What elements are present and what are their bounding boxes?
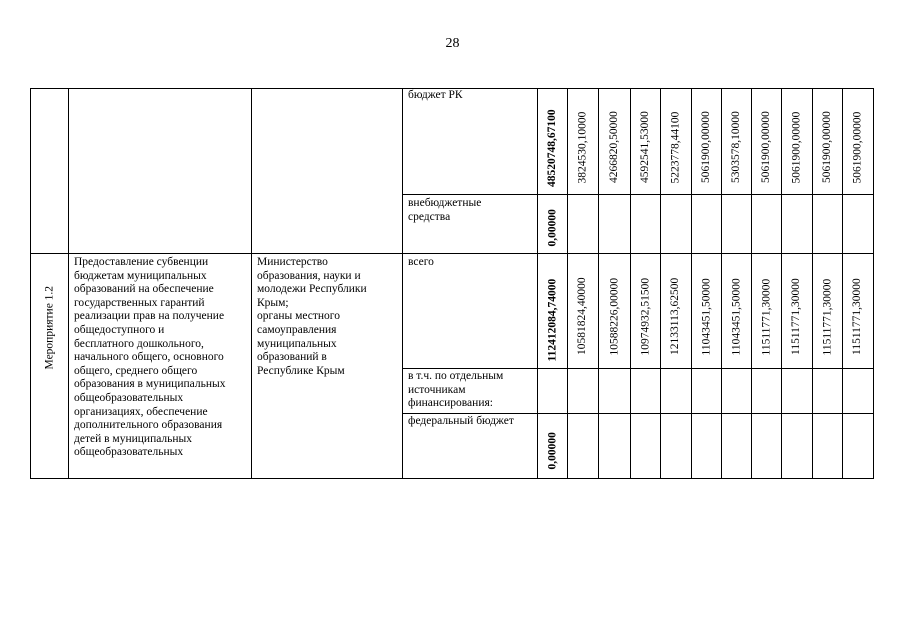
federal-year-cell	[567, 413, 599, 479]
measure-year-cell	[842, 253, 874, 369]
offbudget-total: 0,00000	[546, 208, 558, 246]
budget-rk-year-cell	[721, 88, 752, 195]
incl-year-cell	[842, 368, 874, 414]
offbudget-year-cell	[598, 194, 631, 254]
budget-rk-year-cell	[781, 88, 813, 195]
continuation-description-cell	[68, 88, 252, 254]
measure-year-cell	[660, 253, 692, 369]
budget-rk-year-value: 5303578,10000	[730, 111, 742, 183]
measure-year-cell	[567, 253, 599, 369]
federal-total: 0,00000	[546, 431, 558, 469]
source-offbudget	[402, 194, 538, 254]
budget-rk-year-value: 4592541,53000	[639, 111, 651, 183]
measure-year-cell	[691, 253, 722, 369]
source-federal	[402, 413, 538, 479]
incl-year-cell	[721, 368, 752, 414]
incl-year-cell	[781, 368, 813, 414]
federal-year-cell	[842, 413, 874, 479]
budget-rk-total-cell	[537, 88, 568, 195]
budget-rk-year-cell	[660, 88, 692, 195]
federal-year-cell	[660, 413, 692, 479]
measure-year-value: 11043451,50000	[730, 277, 742, 355]
measure-description-cell	[68, 253, 252, 479]
measure-label-cell	[30, 253, 69, 479]
offbudget-year-cell	[660, 194, 692, 254]
incl-year-cell	[660, 368, 692, 414]
measure-year-cell	[598, 253, 631, 369]
budget-rk-year-value: 5061900,00000	[790, 111, 802, 183]
budget-rk-year-cell	[812, 88, 843, 195]
measure-year-cell	[781, 253, 813, 369]
budget-rk-year-cell	[691, 88, 722, 195]
federal-year-cell	[781, 413, 813, 479]
source-incl	[402, 368, 538, 414]
budget-rk-year-cell	[751, 88, 782, 195]
budget-rk-total: 48520748,67100	[546, 109, 558, 187]
measure-year-value: 11511771,30000	[821, 278, 833, 355]
measure-year-value: 10974932,51500	[639, 277, 651, 355]
offbudget-year-cell	[567, 194, 599, 254]
continuation-label-cell	[30, 88, 69, 254]
incl-year-cell	[751, 368, 782, 414]
budget-rk-year-value: 5061900,00000	[821, 111, 833, 183]
measure-executor-cell	[251, 253, 403, 479]
measure-year-value: 12133113,62500	[669, 277, 681, 355]
budget-rk-year-value: 5223778,44100	[669, 111, 681, 183]
source-federal-label: федеральный бюджет	[408, 415, 514, 427]
offbudget-year-cell	[721, 194, 752, 254]
budget-rk-year-value: 5061900,00000	[700, 111, 712, 183]
budget-rk-year-cell	[567, 88, 599, 195]
source-total-label: всего	[408, 256, 434, 268]
measure-executor: Министерство образования, науки и молодежи Республики Крым; органы местного самоуправления муниципальных образований в Республике Крым	[257, 256, 367, 377]
incl-year-cell	[812, 368, 843, 414]
incl-year-cell	[598, 368, 631, 414]
budget-rk-year-value: 5061900,00000	[760, 111, 772, 183]
measure-year-cell	[751, 253, 782, 369]
offbudget-year-cell	[842, 194, 874, 254]
measure-year-value: 11511771,30000	[851, 278, 863, 355]
budget-rk-year-value: 4266820,50000	[608, 111, 620, 183]
measure-total-cell	[537, 253, 568, 369]
incl-year-cell	[691, 368, 722, 414]
budget-rk-year-value: 3824530,10000	[576, 111, 588, 183]
federal-year-cell	[751, 413, 782, 479]
offbudget-year-cell	[630, 194, 661, 254]
federal-total-cell	[537, 413, 568, 479]
federal-year-cell	[812, 413, 843, 479]
offbudget-year-cell	[691, 194, 722, 254]
source-budget-rk-label: бюджет РК	[408, 89, 463, 101]
measure-year-cell	[630, 253, 661, 369]
source-incl-label: в т.ч. по отдельным источникам финансирования:	[408, 370, 504, 410]
measure-label: Мероприятие 1.2	[43, 285, 55, 369]
federal-year-cell	[598, 413, 631, 479]
federal-year-cell	[691, 413, 722, 479]
offbudget-year-cell	[751, 194, 782, 254]
measure-year-value: 11043451,50000	[700, 277, 712, 355]
continuation-executor-cell	[251, 88, 403, 254]
measure-year-cell	[721, 253, 752, 369]
incl-year-cell	[537, 368, 568, 414]
measure-total: 112412084,74000	[546, 278, 558, 361]
measure-year-value: 11511771,30000	[790, 278, 802, 355]
page-number: 28	[445, 36, 460, 51]
incl-year-cell	[630, 368, 661, 414]
source-total	[402, 253, 538, 369]
measure-year-value: 10581824,40000	[576, 277, 588, 355]
measure-year-cell	[812, 253, 843, 369]
measure-description: Предоставление субвенции бюджетам муниципальных образований на обеспечение государственных гарантий реализации прав на получение общедоступного и бесплатного дошкольного, начального общего, основного общего, среднего общего образования в муниципальных общеобразовательных организациях, обеспечение дополнительного образования детей в муниципальных общеобразовательных	[74, 256, 226, 459]
federal-year-cell	[630, 413, 661, 479]
budget-rk-year-value: 5061900,00000	[851, 111, 863, 183]
source-budget-rk	[402, 88, 538, 195]
measure-year-value: 11511771,30000	[760, 278, 772, 355]
budget-rk-year-cell	[842, 88, 874, 195]
incl-year-cell	[567, 368, 599, 414]
budget-rk-year-cell	[598, 88, 631, 195]
measure-year-value: 10588226,00000	[608, 277, 620, 355]
source-offbudget-label: внебюджетные средства	[408, 197, 482, 223]
budget-rk-year-cell	[630, 88, 661, 195]
federal-year-cell	[721, 413, 752, 479]
offbudget-year-cell	[781, 194, 813, 254]
offbudget-year-cell	[812, 194, 843, 254]
offbudget-total-cell	[537, 194, 568, 254]
